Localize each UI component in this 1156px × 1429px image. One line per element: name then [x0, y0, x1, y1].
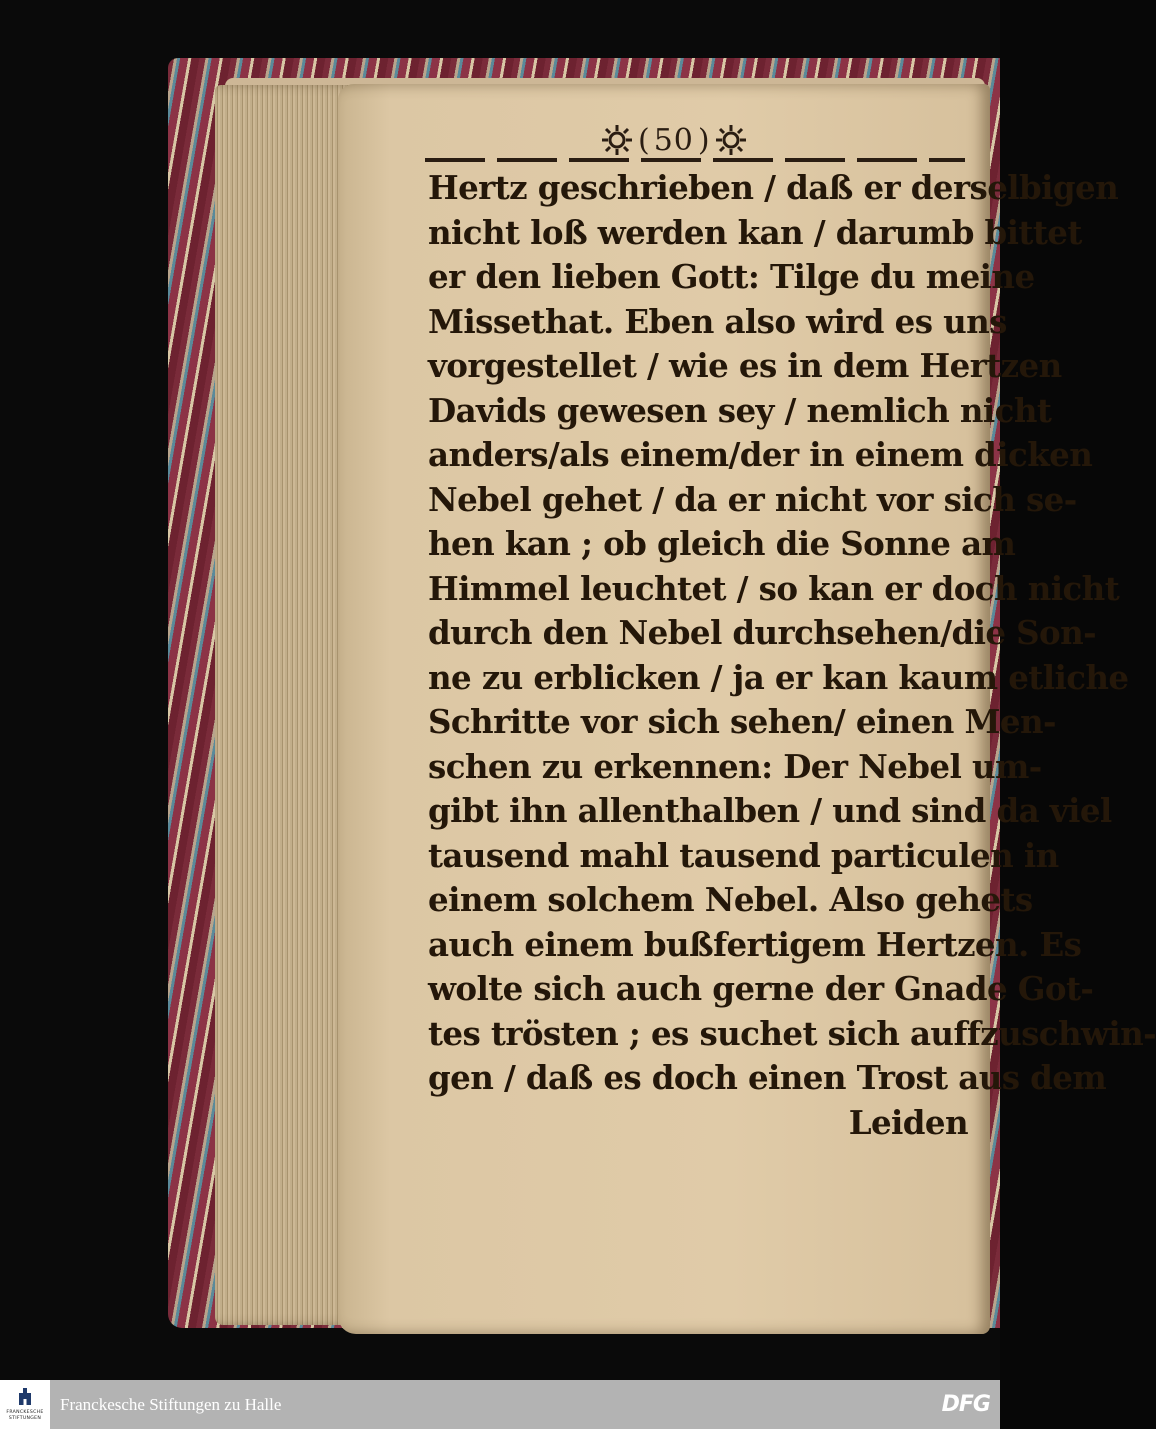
- ornament-left-icon: [600, 123, 634, 157]
- text-line: vorgestellet / wie es in dem Hertzen: [428, 346, 1062, 385]
- text-line: tes trösten ; es suchet sich auffzuschwin-: [428, 1013, 1156, 1053]
- text-line: hen kan ; ob gleich die Sonne am: [428, 524, 1016, 563]
- institution-name: Franckesche Stiftungen zu Halle: [60, 1394, 282, 1414]
- logo-text: FRANCKESCHE: [6, 1410, 44, 1415]
- text-line: Nebel gehet / da er nicht vor sich se-: [428, 479, 1077, 519]
- dfg-logo: DFG: [941, 1392, 990, 1417]
- text-line: ne zu erblicken / ja er kan kaum etliche: [428, 657, 1129, 697]
- text-line: nicht loß werden kan / darumb bittet: [428, 212, 1082, 252]
- text-line: wolte sich auch gerne der Gnade Got-: [428, 969, 1094, 1008]
- building-icon: [16, 1388, 34, 1410]
- institution-logo: [0, 1380, 50, 1429]
- text-line: Hertz geschrieben / daß er derselbigen: [428, 168, 1119, 207]
- text-line: tausend mahl tausend particulen in: [428, 835, 1059, 875]
- ornament-right-icon: [714, 123, 748, 157]
- text-line: Davids gewesen sey / nemlich nicht: [428, 390, 1052, 430]
- text-line: gen / daß es doch einen Trost aus dem: [428, 1058, 1107, 1097]
- footer-bar: [0, 1380, 1000, 1429]
- text-line: Missethat. Eben also wird es uns: [428, 301, 1007, 341]
- text-line: anders/als einem/der in einem dicken: [428, 435, 1093, 474]
- page-header: ( 50 ): [600, 118, 748, 162]
- page-number: 50: [653, 122, 694, 158]
- catchword: Leiden: [848, 1102, 968, 1142]
- text-line: gibt ihn allenthalben / und sind da viel: [428, 791, 1112, 830]
- text-line: er den lieben Gott: Tilge du meine: [428, 257, 1035, 296]
- page-text: [428, 166, 1156, 1145]
- text-line: durch den Nebel durchsehen/die Son-: [428, 613, 1097, 652]
- logo-text: STIFTUNGEN: [8, 1415, 42, 1421]
- text-line: Himmel leuchtet / so kan er doch nicht: [428, 568, 1120, 608]
- header-rule: [425, 158, 965, 162]
- text-line: einem solchem Nebel. Also gehets: [428, 880, 1033, 919]
- text-line: auch einem bußfertigem Hertzen. Es: [428, 924, 1082, 964]
- text-line: schen zu erkennen: Der Nebel um-: [428, 746, 1042, 786]
- text-line: Schritte vor sich sehen/ einen Men-: [428, 702, 1056, 741]
